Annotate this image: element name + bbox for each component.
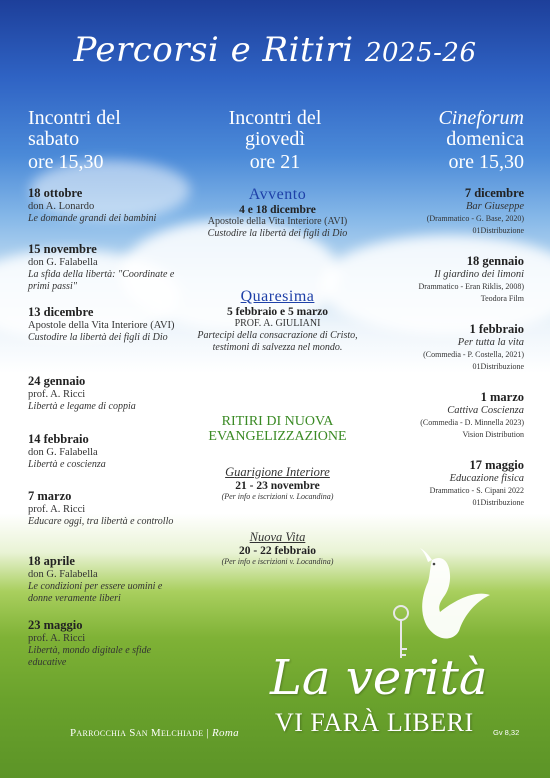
sunday-header-line2: domenica bbox=[446, 128, 524, 150]
entry-topic: Libertà e legame di coppia bbox=[28, 401, 136, 412]
entry-distributor: Teodora Film bbox=[480, 294, 524, 303]
retreats-title-line2: EVANGELIZZAZIONE bbox=[208, 429, 347, 444]
quaresima-speaker: PROF. A. GIULIANI bbox=[234, 318, 321, 329]
retreat-name: Nuova Vita bbox=[249, 530, 306, 544]
avvento-title: Avvento bbox=[248, 186, 307, 203]
title-text: Percorsi e Ritiri bbox=[73, 30, 354, 70]
entry-speaker: don G. Falabella bbox=[28, 447, 98, 458]
list-item bbox=[28, 374, 188, 413]
list-item bbox=[374, 322, 524, 373]
entry-topic: Le domande grandi dei bambini bbox=[28, 213, 157, 224]
sunday-header-line1: Cineforum bbox=[438, 107, 524, 129]
parish-city: Roma bbox=[212, 727, 239, 739]
list-item bbox=[28, 432, 188, 471]
retreat-note: (Per info e iscrizioni v. Locandina) bbox=[221, 557, 334, 566]
entry-film-info: (Commedia - D. Minnella 2023) bbox=[420, 418, 524, 427]
list-item bbox=[28, 618, 188, 669]
retreat-date: 21 - 23 novembre bbox=[235, 480, 320, 492]
entry-distributor: 01Distribuzione bbox=[472, 226, 524, 235]
entry-distributor: 01Distribuzione bbox=[472, 498, 524, 507]
entry-topic: Libertà, mondo digitale e sfide educative bbox=[28, 645, 152, 668]
quaresima-topic: Partecipi della consacrazione di Cristo, testimoni di salvezza nel mondo. bbox=[197, 330, 358, 353]
list-item bbox=[28, 305, 188, 344]
entry-distributor: Vision Distribution bbox=[462, 430, 524, 439]
list-item bbox=[374, 458, 524, 509]
retreat-item bbox=[195, 530, 360, 566]
entry-date: 18 aprile bbox=[28, 554, 75, 568]
sunday-header-time: ore 15,30 bbox=[448, 151, 524, 173]
retreats-title-line1: RITIRI DI NUOVA bbox=[221, 414, 334, 429]
entry-topic: Libertà e coscienza bbox=[28, 459, 106, 470]
quaresima-block bbox=[195, 288, 360, 354]
entry-speaker: don G. Falabella bbox=[28, 569, 98, 580]
entry-film-info: Drammatico - S. Cipani 2022 bbox=[429, 486, 524, 495]
quaresima-title: Quaresima bbox=[240, 288, 315, 305]
avvento-block bbox=[195, 186, 360, 240]
entry-speaker: Apostole della Vita Interiore (AVI) bbox=[28, 320, 175, 331]
entry-date: 7 marzo bbox=[28, 489, 72, 503]
entry-topic: La sfida della libertà: "Coordinate e primi passi" bbox=[28, 269, 175, 292]
entry-date: 23 maggio bbox=[28, 618, 83, 632]
entry-distributor: 01Distribuzione bbox=[472, 362, 524, 371]
entry-date: 1 febbraio bbox=[469, 322, 524, 336]
poster-title bbox=[0, 30, 550, 70]
entry-date: 7 dicembre bbox=[464, 186, 524, 200]
thursday-header-line1: Incontri del bbox=[228, 107, 322, 129]
entry-film: Per tutta la vita bbox=[457, 337, 524, 348]
quaresima-date: 5 febbraio e 5 marzo bbox=[227, 306, 328, 318]
saturday-header-time: ore 15,30 bbox=[28, 151, 104, 173]
avvento-date: 4 e 18 dicembre bbox=[239, 204, 316, 216]
entry-topic: Educare oggi, tra libertà e controllo bbox=[28, 516, 174, 527]
list-item bbox=[28, 554, 188, 605]
entry-topic: Custodire la libertà dei figli di Dio bbox=[28, 332, 168, 343]
entry-speaker: prof. A. Ricci bbox=[28, 504, 86, 515]
list-item bbox=[374, 254, 524, 305]
entry-topic: Le condizioni per essere uomini e donne veramente liberi bbox=[28, 581, 163, 604]
retreat-item bbox=[195, 465, 360, 501]
entry-film: Il giardino dei limoni bbox=[434, 269, 524, 280]
retreats-heading bbox=[195, 414, 360, 444]
entry-date: 17 maggio bbox=[469, 458, 524, 472]
entry-date: 15 novembre bbox=[28, 242, 97, 256]
thursday-header-line2: giovedì bbox=[245, 128, 305, 150]
entry-date: 13 dicembre bbox=[28, 305, 94, 319]
entry-film-info: (Commedia - P. Costella, 2021) bbox=[423, 350, 524, 359]
column-header-sunday bbox=[400, 108, 524, 173]
parish-label: Parrocchia San Melchiade bbox=[70, 727, 204, 739]
motto-line1: La verità bbox=[270, 650, 488, 706]
retreat-date: 20 - 22 febbraio bbox=[239, 545, 316, 557]
entry-film: Educazione fisica bbox=[449, 473, 524, 484]
entry-date: 14 febbraio bbox=[28, 432, 89, 446]
column-header-thursday bbox=[205, 108, 345, 173]
retreat-name: Guarigione Interiore bbox=[225, 465, 330, 479]
entry-film: Cattiva Coscienza bbox=[447, 405, 524, 416]
list-item bbox=[28, 242, 188, 293]
avvento-speaker: Apostole della Vita Interiore (AVI) bbox=[207, 216, 348, 227]
list-item bbox=[374, 390, 524, 441]
list-item bbox=[28, 186, 188, 225]
entry-speaker: don A. Lonardo bbox=[28, 201, 95, 212]
entry-film-info: Drammatico - Eran Riklis, 2008) bbox=[418, 282, 524, 291]
motto-line2: VI FARÀ LIBERI bbox=[275, 708, 474, 737]
saturday-header-line1: Incontri del bbox=[28, 107, 121, 129]
saturday-header-line2: sabato bbox=[28, 128, 80, 150]
column-header-saturday bbox=[28, 108, 178, 173]
entry-date: 1 marzo bbox=[480, 390, 524, 404]
entry-speaker: prof. A. Ricci bbox=[28, 389, 86, 400]
entry-date: 24 gennaio bbox=[28, 374, 86, 388]
entry-speaker: prof. A. Ricci bbox=[28, 633, 86, 644]
bible-reference: Gv 8,32 bbox=[493, 728, 520, 737]
thursday-header-time: ore 21 bbox=[249, 151, 301, 173]
list-item bbox=[374, 186, 524, 237]
avvento-topic: Custodire la libertà dei figli di Dio bbox=[207, 228, 348, 239]
title-year: 2025-26 bbox=[364, 38, 477, 68]
entry-film-info: (Drammatico - G. Base, 2020) bbox=[426, 214, 524, 223]
parish-name: Parrocchia San Melchiade | Roma bbox=[70, 727, 239, 739]
entry-date: 18 ottobre bbox=[28, 186, 83, 200]
list-item bbox=[28, 489, 188, 528]
retreat-note: (Per info e iscrizioni v. Locandina) bbox=[221, 492, 334, 501]
entry-speaker: don G. Falabella bbox=[28, 257, 98, 268]
entry-film: Bar Giuseppe bbox=[465, 201, 524, 212]
entry-date: 18 gennaio bbox=[466, 254, 524, 268]
